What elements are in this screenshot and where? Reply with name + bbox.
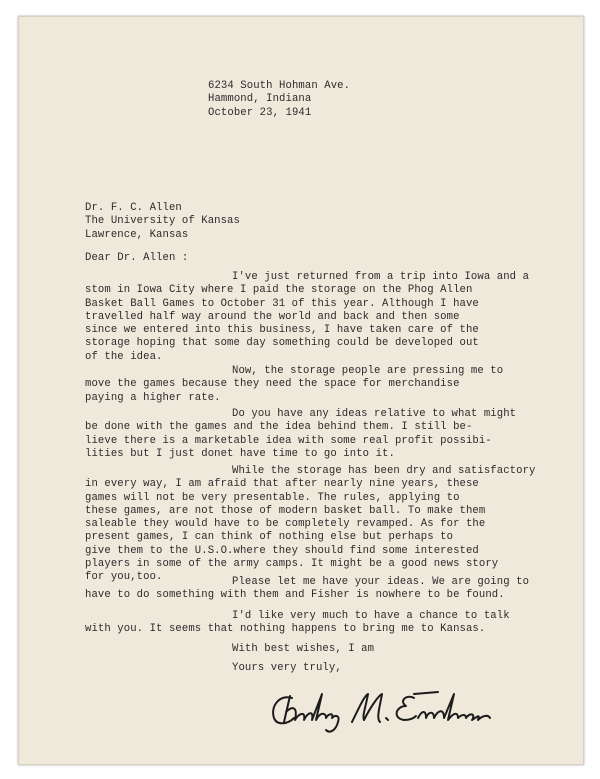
closing: Yours very truly, (232, 662, 342, 675)
paragraph-line: Now, the storage people are pressing me to (232, 365, 504, 377)
paragraph-line: since we entered into this business, I have taken care of the (85, 324, 479, 337)
letter-date: October 23, 1941 (208, 106, 312, 119)
paragraph-1 (85, 271, 529, 364)
paragraph-line: lieve there is a marketable idea with some real profit possibi- (85, 434, 492, 447)
paragraph-2 (85, 365, 503, 405)
paragraph-3 (85, 408, 516, 461)
recipient-address (85, 202, 240, 242)
paragraph-line: with you. It seems that nothing happens to bring me to Kansas. (85, 623, 486, 636)
closing-block (232, 643, 374, 676)
salutation-text: Dear Dr. Allen : (85, 252, 189, 264)
paragraph-line: I'd like very much to have a chance to talk (232, 610, 510, 622)
return-city: Hammond, Indiana (208, 93, 312, 106)
recipient-institution: The University of Kansas (85, 215, 240, 228)
paragraph-line: travelled half way around the world and back and then some (85, 310, 460, 323)
paragraph-line: stom in Iowa City where I paid the storage on the Phog Allen (85, 284, 473, 297)
paragraph-line: Basket Ball Games to October 31 of this year. Although I have (85, 297, 479, 310)
salutation (85, 252, 188, 265)
recipient-name: Dr. F. C. Allen (85, 202, 182, 214)
return-address (208, 80, 350, 120)
handwritten-signature (268, 688, 493, 736)
paragraph-line: for you,too. (85, 571, 163, 584)
paragraph-line: players in some of the army camps. It might be a good news story (85, 558, 499, 571)
paragraph-line: paying a higher rate. (85, 391, 221, 404)
paragraph-line: these games, are not those of modern basket ball. To make them (85, 504, 486, 517)
paragraph-line: Do you have any ideas relative to what might (232, 408, 517, 420)
paragraph-line: saleable they would have to be completely revamped. As for the (85, 518, 486, 531)
paragraph-line: of the idea. (85, 350, 163, 363)
paragraph-line: in every way, I am afraid that after nearly nine years, these (85, 478, 479, 491)
paragraph-line: I've just returned from a trip into Iowa and a (232, 271, 530, 283)
return-street: 6234 South Hohman Ave. (208, 80, 351, 92)
paragraph-line: storage hoping that some day something could be developed out (85, 337, 479, 350)
paragraph-line: present games, I can think of nothing else but perhaps to (85, 531, 454, 544)
recipient-location: Lawrence, Kansas (85, 228, 189, 241)
paragraph-4 (85, 465, 536, 585)
paragraph-5 (85, 576, 529, 603)
closing-wish: With best wishes, I am (232, 643, 375, 655)
paragraph-line: give them to the U.S.O.where they should find some interested (85, 544, 479, 557)
paragraph-line: have to do something with them and Fisher is nowhere to be found. (85, 589, 505, 602)
paragraph-line: While the storage has been dry and satisfactory (232, 465, 536, 477)
paragraph-line: Please let me have your ideas. We are going to (232, 576, 530, 588)
paragraph-line: lities but I just donet have time to go into it. (85, 447, 395, 460)
paragraph-6 (85, 610, 510, 637)
paragraph-line: games will not be very presentable. The rules, applying to (85, 491, 460, 504)
paragraph-line: move the games because they need the space for merchandise (85, 378, 460, 391)
paragraph-line: be done with the games and the idea behind them. I still be- (85, 421, 473, 434)
